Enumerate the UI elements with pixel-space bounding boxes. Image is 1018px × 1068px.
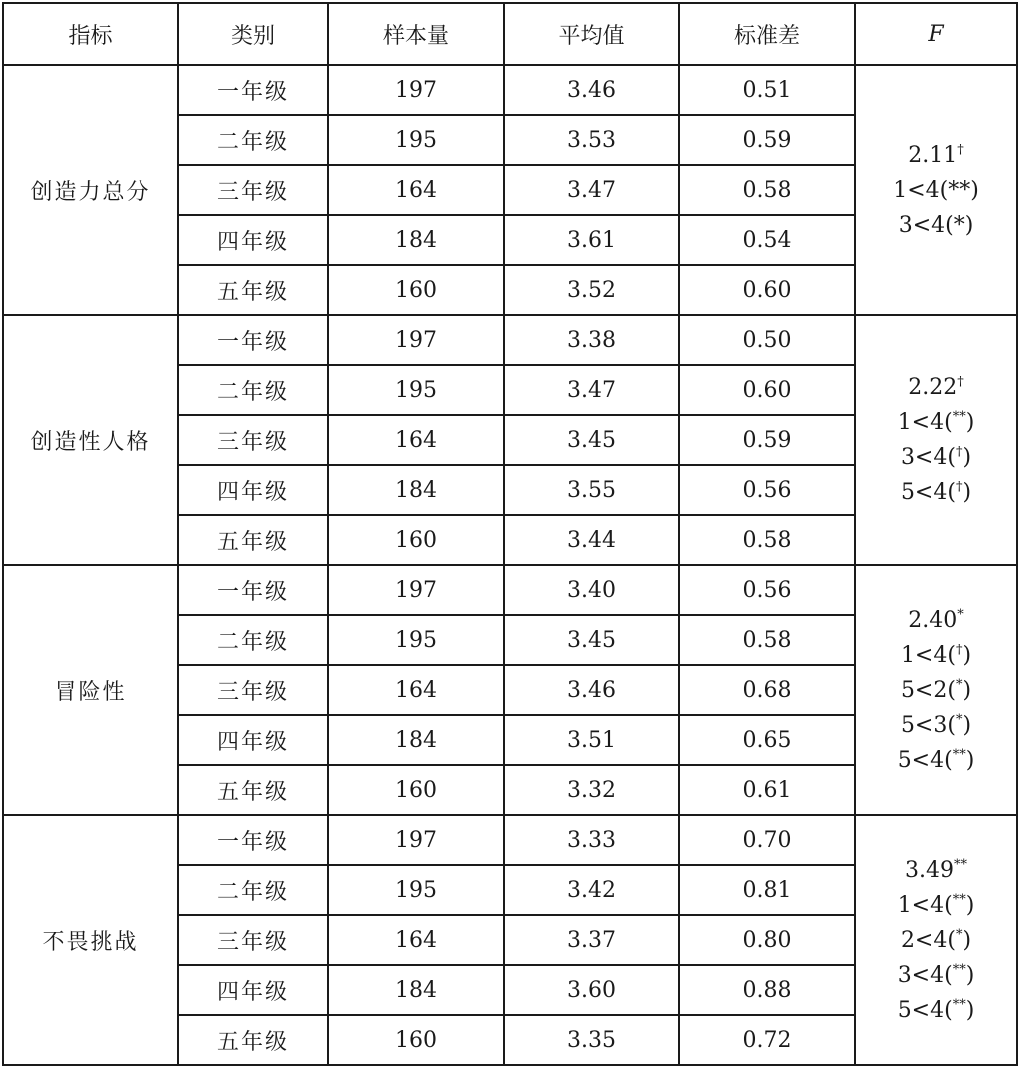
category-cell: 三年级 <box>178 165 328 215</box>
f-value: 2.40 <box>908 607 958 633</box>
sample-size-cell: 197 <box>328 565 504 615</box>
sample-size-cell: 184 <box>328 715 504 765</box>
header-indicator: 指标 <box>3 3 178 65</box>
mean-cell: 3.47 <box>504 365 679 415</box>
header-mean: 平均值 <box>504 3 679 65</box>
std-dev-cell: 0.60 <box>679 365 855 415</box>
comparison-close: ) <box>965 962 975 988</box>
f-line <box>856 673 1016 708</box>
std-dev-cell: 0.80 <box>679 915 855 965</box>
comparison-close: ) <box>962 642 972 668</box>
category-cell: 四年级 <box>178 215 328 265</box>
table-row <box>3 315 1017 365</box>
f-line <box>856 208 1016 243</box>
comparison-close: ) <box>965 747 975 773</box>
header-row <box>3 3 1017 65</box>
std-dev-cell: 0.58 <box>679 515 855 565</box>
category-cell: 一年级 <box>178 815 328 865</box>
category-cell: 一年级 <box>178 315 328 365</box>
category-cell: 四年级 <box>178 965 328 1015</box>
f-line <box>856 888 1016 923</box>
mean-cell: 3.40 <box>504 565 679 615</box>
sample-size-cell: 195 <box>328 115 504 165</box>
category-cell: 二年级 <box>178 365 328 415</box>
indicator-cell: 创造性人格 <box>3 315 178 565</box>
comparison-text: 5<3( <box>900 712 956 738</box>
comparison-text: 2<4( <box>900 927 956 953</box>
indicator-cell: 冒险性 <box>3 565 178 815</box>
std-dev-cell: 0.59 <box>679 115 855 165</box>
mean-cell: 3.45 <box>504 415 679 465</box>
mean-cell: 3.61 <box>504 215 679 265</box>
std-dev-cell: 0.72 <box>679 1015 855 1065</box>
sample-size-cell: 184 <box>328 465 504 515</box>
f-value: 1<4(**) <box>893 177 979 203</box>
indicator-cell: 创造力总分 <box>3 65 178 315</box>
std-dev-cell: 0.88 <box>679 965 855 1015</box>
significance-mark: * <box>957 607 964 623</box>
significance-mark: ** <box>953 857 967 873</box>
sample-size-cell: 195 <box>328 865 504 915</box>
sample-size-cell: 164 <box>328 415 504 465</box>
mean-cell: 3.60 <box>504 965 679 1015</box>
sample-size-cell: 197 <box>328 315 504 365</box>
mean-cell: 3.46 <box>504 65 679 115</box>
f-value: 2.11 <box>908 142 958 168</box>
comparison-close: ) <box>965 892 975 918</box>
table-body <box>3 65 1017 1065</box>
std-dev-cell: 0.61 <box>679 765 855 815</box>
category-cell: 二年级 <box>178 865 328 915</box>
mean-cell: 3.46 <box>504 665 679 715</box>
category-cell: 四年级 <box>178 465 328 515</box>
significance-mark: † <box>955 479 963 495</box>
f-line <box>856 638 1016 673</box>
table-row <box>3 65 1017 115</box>
comparison-close: ) <box>965 410 975 435</box>
f-line <box>856 440 1016 475</box>
std-dev-cell: 0.65 <box>679 715 855 765</box>
significance-mark: * <box>955 677 963 693</box>
category-cell: 五年级 <box>178 265 328 315</box>
comparison-text: 1<4( <box>897 892 953 918</box>
category-cell: 一年级 <box>178 565 328 615</box>
f-value: 3<4(*) <box>898 212 974 238</box>
significance-mark: * <box>955 712 963 728</box>
std-dev-cell: 0.51 <box>679 65 855 115</box>
category-cell: 三年级 <box>178 415 328 465</box>
mean-cell: 3.53 <box>504 115 679 165</box>
mean-cell: 3.44 <box>504 515 679 565</box>
sample-size-cell: 160 <box>328 265 504 315</box>
category-cell: 二年级 <box>178 615 328 665</box>
std-dev-cell: 0.54 <box>679 215 855 265</box>
sample-size-cell: 160 <box>328 765 504 815</box>
mean-cell: 3.51 <box>504 715 679 765</box>
comparison-text: 3<4( <box>897 962 953 988</box>
f-value: 2.22 <box>908 375 958 400</box>
std-dev-cell: 0.81 <box>679 865 855 915</box>
comparison-text: 5<2( <box>900 677 956 703</box>
std-dev-cell: 0.60 <box>679 265 855 315</box>
significance-mark: ** <box>952 747 966 763</box>
comparison-close: ) <box>962 712 972 738</box>
significance-mark: ** <box>952 409 966 425</box>
mean-cell: 3.38 <box>504 315 679 365</box>
comparison-text: 5<4( <box>897 997 953 1023</box>
comparison-text: 1<4( <box>897 410 953 435</box>
f-statistic-cell <box>855 65 1017 315</box>
significance-mark: † <box>957 142 964 158</box>
sample-size-cell: 164 <box>328 915 504 965</box>
std-dev-cell: 0.68 <box>679 665 855 715</box>
mean-cell: 3.47 <box>504 165 679 215</box>
significance-mark: † <box>957 374 964 390</box>
category-cell: 二年级 <box>178 115 328 165</box>
comparison-close: ) <box>965 997 975 1023</box>
f-statistic-cell <box>855 315 1017 565</box>
mean-cell: 3.45 <box>504 615 679 665</box>
category-cell: 四年级 <box>178 715 328 765</box>
sample-size-cell: 160 <box>328 1015 504 1065</box>
sample-size-cell: 195 <box>328 615 504 665</box>
f-line <box>856 603 1016 638</box>
mean-cell: 3.35 <box>504 1015 679 1065</box>
mean-cell: 3.37 <box>504 915 679 965</box>
sample-size-cell: 164 <box>328 665 504 715</box>
std-dev-cell: 0.56 <box>679 565 855 615</box>
comparison-close: ) <box>962 480 972 505</box>
std-dev-cell: 0.59 <box>679 415 855 465</box>
table-row <box>3 565 1017 615</box>
header-sample-size: 样本量 <box>328 3 504 65</box>
comparison-text: 5<4( <box>900 480 956 505</box>
mean-cell: 3.55 <box>504 465 679 515</box>
mean-cell: 3.52 <box>504 265 679 315</box>
significance-mark: † <box>955 444 963 460</box>
comparison-close: ) <box>962 677 972 703</box>
mean-cell: 3.33 <box>504 815 679 865</box>
significance-mark: * <box>955 927 963 943</box>
category-cell: 三年级 <box>178 915 328 965</box>
significance-mark: ** <box>952 997 966 1013</box>
f-line <box>856 370 1016 405</box>
f-line <box>856 743 1016 778</box>
f-line <box>856 993 1016 1028</box>
std-dev-cell: 0.58 <box>679 615 855 665</box>
comparison-text: 1<4( <box>900 642 956 668</box>
f-line <box>856 708 1016 743</box>
table-row <box>3 815 1017 865</box>
header-f: F <box>855 3 1017 65</box>
mean-cell: 3.32 <box>504 765 679 815</box>
statistics-table <box>2 2 1018 1066</box>
category-cell: 三年级 <box>178 665 328 715</box>
sample-size-cell: 184 <box>328 215 504 265</box>
indicator-cell: 不畏挑战 <box>3 815 178 1065</box>
comparison-text: 3<4( <box>900 445 956 470</box>
f-line <box>856 138 1016 173</box>
f-value: 3.49 <box>905 857 954 883</box>
std-dev-cell: 0.58 <box>679 165 855 215</box>
f-line <box>856 853 1016 888</box>
f-line <box>856 405 1016 440</box>
sample-size-cell: 197 <box>328 65 504 115</box>
sample-size-cell: 164 <box>328 165 504 215</box>
category-cell: 五年级 <box>178 515 328 565</box>
std-dev-cell: 0.56 <box>679 465 855 515</box>
f-statistic-cell <box>855 815 1017 1065</box>
header-category: 类别 <box>178 3 328 65</box>
f-statistic-cell <box>855 565 1017 815</box>
comparison-close: ) <box>962 445 972 470</box>
sample-size-cell: 197 <box>328 815 504 865</box>
sample-size-cell: 184 <box>328 965 504 1015</box>
f-line <box>856 475 1016 510</box>
std-dev-cell: 0.50 <box>679 315 855 365</box>
category-cell: 一年级 <box>178 65 328 115</box>
category-cell: 五年级 <box>178 765 328 815</box>
f-line <box>856 958 1016 993</box>
significance-mark: ** <box>952 892 966 908</box>
sample-size-cell: 160 <box>328 515 504 565</box>
significance-mark: † <box>955 642 963 658</box>
comparison-close: ) <box>962 927 972 953</box>
mean-cell: 3.42 <box>504 865 679 915</box>
std-dev-cell: 0.70 <box>679 815 855 865</box>
comparison-text: 5<4( <box>897 747 953 773</box>
f-line <box>856 173 1016 208</box>
significance-mark: ** <box>952 962 966 978</box>
f-line <box>856 923 1016 958</box>
category-cell: 五年级 <box>178 1015 328 1065</box>
header-std-dev: 标准差 <box>679 3 855 65</box>
sample-size-cell: 195 <box>328 365 504 415</box>
